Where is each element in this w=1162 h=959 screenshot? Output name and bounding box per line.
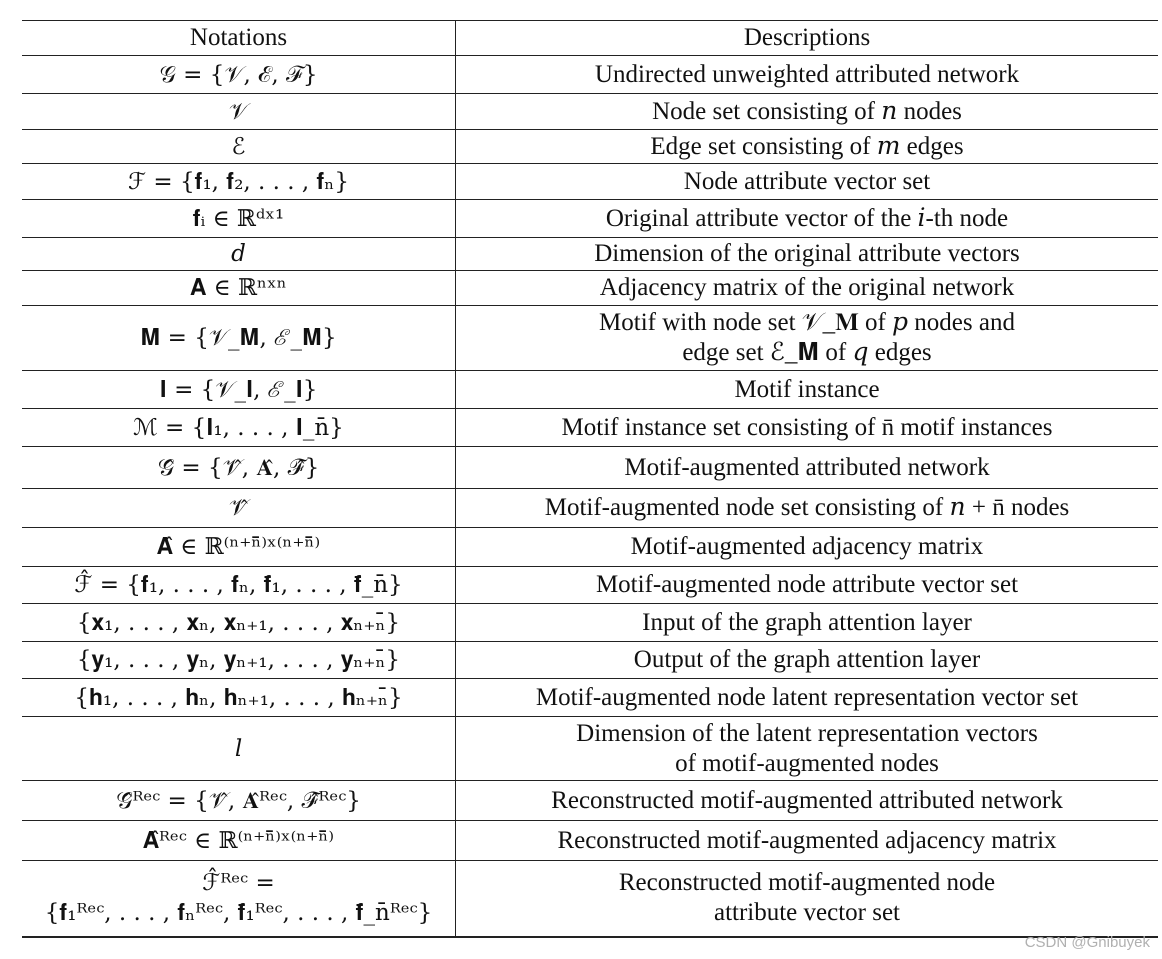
table-row [22,821,1158,861]
notation-cell: 𝐀 ∈ ℝⁿˣⁿ [22,271,456,306]
table-row [22,200,1158,238]
notation-cell: {𝐡₁, . . . , 𝐡ₙ, 𝐡ₙ₊₁, . . . , 𝐡ₙ₊ₙ̄} [22,679,456,717]
notation-cell: 𝑙 [22,717,456,781]
header-notations: Notations [22,21,456,56]
description-cell: Motif-augmented adjacency matrix [456,528,1159,567]
table-row [22,94,1158,130]
description-cell: Dimension of the latent representation vectors of motif-augmented nodes [456,717,1159,781]
table-row [22,371,1158,409]
notation-cell: ℳ = {𝐈₁, . . . , 𝐈_n̄} [22,409,456,447]
header-descriptions: Descriptions [456,21,1159,56]
table-row [22,130,1158,164]
table-row [22,238,1158,271]
description-cell: Undirected unweighted attributed network [456,56,1159,94]
notation-cell: ℱ = {𝐟₁, 𝐟₂, . . . , 𝐟ₙ} [22,164,456,200]
table-row [22,164,1158,200]
description-cell: Motif with node set 𝒱_𝐌 of 𝑝 nodes and edge set ℰ_𝐌 of 𝑞 edges [456,306,1159,371]
description-cell: Node attribute vector set [456,164,1159,200]
table-row [22,679,1158,717]
description-cell: Reconstructed motif-augmented node attribute vector set [456,861,1159,937]
table-row [22,781,1158,821]
notation-cell: 𝐀̂ ∈ ℝ⁽ⁿ⁺ⁿ̄⁾ˣ⁽ⁿ⁺ⁿ̄⁾ [22,528,456,567]
notation-cell: 𝒱̂ [22,489,456,528]
description-cell: Motif-augmented node latent representation vector set [456,679,1159,717]
notation-cell: ℰ [22,130,456,164]
notation-cell: ℱ̂ = {𝐟₁, . . . , 𝐟ₙ, 𝐟̄₁, . . . , 𝐟̄_n̄} [22,567,456,604]
description-cell: Node set consisting of 𝑛 nodes [456,94,1159,130]
description-cell: Motif-augmented node attribute vector set [456,567,1159,604]
description-cell: Reconstructed motif-augmented attributed network [456,781,1159,821]
table-row [22,567,1158,604]
table-header-row [22,21,1158,56]
description-cell: Motif-augmented node set consisting of 𝑛 + n̄ nodes [456,489,1159,528]
description-cell: Output of the graph attention layer [456,642,1159,679]
notation-cell: 𝐌 = {𝒱_𝐌, ℰ_𝐌} [22,306,456,371]
description-cell: Reconstructed motif-augmented adjacency matrix [456,821,1159,861]
description-cell: Motif instance [456,371,1159,409]
table-row [22,604,1158,642]
notation-cell: ℱ̂ᴿᵉᶜ = {𝐟₁ᴿᵉᶜ, . . . , 𝐟ₙᴿᵉᶜ, 𝐟̄₁ᴿᵉᶜ, . . . , 𝐟̄_n̄ᴿᵉᶜ} [22,861,456,937]
table-row [22,56,1158,94]
notation-cell: 𝒢 = {𝒱, ℰ, ℱ} [22,56,456,94]
notation-cell: 𝒢̂ᴿᵉᶜ = {𝒱̂, 𝐀̂ᴿᵉᶜ, ℱ̂ᴿᵉᶜ} [22,781,456,821]
notation-cell: 𝐟ᵢ ∈ ℝᵈˣ¹ [22,200,456,238]
table-row [22,447,1158,489]
notation-cell: 𝒢̂ = {𝒱̂, 𝐀̂, ℱ̂} [22,447,456,489]
notation-cell: 𝒱 [22,94,456,130]
description-cell: Dimension of the original attribute vectors [456,238,1159,271]
table-row [22,528,1158,567]
description-cell: Edge set consisting of 𝑚 edges [456,130,1159,164]
description-cell: Input of the graph attention layer [456,604,1159,642]
description-cell: Adjacency matrix of the original network [456,271,1159,306]
table-row [22,717,1158,781]
watermark: CSDN @Gnibuyek [1024,934,1150,951]
table-row [22,271,1158,306]
notation-cell: 𝑑 [22,238,456,271]
table-row [22,642,1158,679]
table-body [22,56,1158,937]
notation-table [22,20,1158,938]
table-row [22,861,1158,937]
notation-cell: 𝐀̂ᴿᵉᶜ ∈ ℝ⁽ⁿ⁺ⁿ̄⁾ˣ⁽ⁿ⁺ⁿ̄⁾ [22,821,456,861]
description-cell: Original attribute vector of the 𝑖-th node [456,200,1159,238]
notation-cell: {𝐱₁, . . . , 𝐱ₙ, 𝐱ₙ₊₁, . . . , 𝐱ₙ₊ₙ̄} [22,604,456,642]
notation-cell: 𝐈 = {𝒱_𝐈, ℰ_𝐈} [22,371,456,409]
table-row [22,409,1158,447]
table-row [22,306,1158,371]
table-row [22,489,1158,528]
description-cell: Motif-augmented attributed network [456,447,1159,489]
description-cell: Motif instance set consisting of n̄ motif instances [456,409,1159,447]
notation-cell: {𝐲₁, . . . , 𝐲ₙ, 𝐲ₙ₊₁, . . . , 𝐲ₙ₊ₙ̄} [22,642,456,679]
